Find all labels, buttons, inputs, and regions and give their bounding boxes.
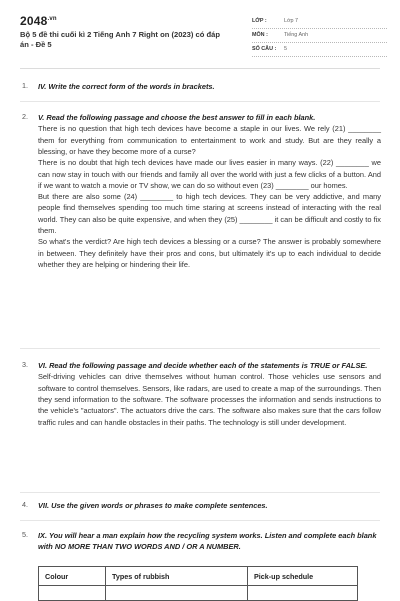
document-title: Bộ 5 đề thi cuối kì 2 Tiếng Anh 7 Right on (2023) có đáp án - Đề 5 xyxy=(20,30,220,49)
question-title: IX. You will hear a man explain how the recycling system works. Listen and complete each blank with NO MORE THAN TWO WORDS AND / OR A NUMBER. xyxy=(38,531,377,552)
meta-subject: MÔN : Tiếng Anh xyxy=(252,31,387,43)
table-header-colour: Colour xyxy=(39,567,106,586)
meta-class: LỚP : Lớp 7 xyxy=(252,17,387,29)
site-logo[interactable]: $2048^{.vn}$ xyxy=(20,14,57,28)
table-header-rubbish: Types of rubbish xyxy=(106,567,248,586)
document-page: $2048^{.vn}$ Bộ 5 đề thi cuối kì 2 Tiếng Anh 7 Right on (2023) có đáp án - Đề 5 LỚP : Lớp 7 MÔN : Tiếng Anh SỐ CÂU : 5 1. IV. Write the correct form of the words in brackets. 2. V. Read the following passage and choose the best answer to fill in each blank. There is no question that high tech devices have become a staple in our lives. We rely (21) ________ them for everything from communication to entertainment to work and study. But are they really a blessing, or have they become more of a curse? There is no doubt that high tech devices have made our lives easier in many ways. (22) ________ we can now stay in touch with our friends and family all over the world with just a few clicks of a button. And if we want to watch a movie or TV show, we can do so without even (23) ________ our homes. But there are also some (24) ________ to high tech devices. They can be very addictive, and many people find themselves spending too much time staring at screens instead of interacting with the real world. They can also be quite expensive, and when they (25) ________ it can be difficult and costly to fix them. So what's the verdict? Are high tech devices a blessing or a curse? The answer is probably somewhere in between. They definitely have their pros and cons, but ultimately it's up to each individual to decide whether they are helping or hindering their life. 3. VI. Read the following passage and decide whether each of the statements is TRUE or FALSE. Self-driving vehicles can drive themselves without human control. Those vehicles use sensors and software to control themselves. Sensors, like radars, are used to create a map of the surroundings. Then they send information to the software. The software processes the information and sends instructions to the vehicle's "actuators". The actuators drive the cars. The software also makes sure that the cars follow traffic rules and can handle obstacles in their paths. The technology is still under development. 4. VII. Use the given words or phrases to make complete sentences. 5. IX. You will hear a man explain how the recycling system works. Listen and complete each blank with NO MORE THAN TWO WORDS AND / OR A NUMBER. Colour Types of rubbish Pick-up schedule xyxy=(0,0,400,600)
passage-paragraph: Self-driving vehicles can drive themselves without human control. Those vehicles use sensors and software to control themselves. Sensors, like radars, are used to create a map of the surroundings. Then they send information to the software. The software processes the information and sends instructions to the vehicle's "actuators". The actuators drive the cars. The software also makes sure that the cars follow traffic rules and can handle obstacles in their paths. The technology is still under development. xyxy=(38,372,381,427)
passage-paragraph: There is no question that high tech devices have become a staple in our lives. We rely (21) ________ them for everything from communication to entertainment to work and study. But are they really a blessing, or have they become more of a curse? xyxy=(38,124,381,156)
question-title: V. Read the following passage and choose the best answer to fill in each blank. xyxy=(38,113,316,122)
table-row xyxy=(39,586,358,601)
question-title: VII. Use the given words or phrases to make complete sentences. xyxy=(38,501,268,510)
question-title: VI. Read the following passage and decide whether each of the statements is TRUE or FALSE. xyxy=(38,361,368,370)
passage-paragraph: There is no doubt that high tech devices have made our lives easier in many ways. (22) ________ we can now stay in touch with our friends and family all over the world with just a few clicks of a button. And if we want to watch a movie or TV show, we can do so without even (23) ________ our homes. xyxy=(38,158,381,190)
passage-paragraph: But there are also some (24) ________ to high tech devices. They can be very addictive, and many people find themselves spending too much time staring at screens instead of interacting with the real world. They can also be quite expensive, and when they (25) ________ it can be difficult and costly to fix them. xyxy=(38,192,381,236)
question-divider xyxy=(20,520,380,521)
passage-paragraph: So what's the verdict? Are high tech devices a blessing or a curse? The answer is probably somewhere in between. They definitely have their pros and cons, but ultimately it's up to each individual to decide whether they are helping or hindering their life. xyxy=(38,237,381,269)
question-divider xyxy=(20,492,380,493)
table-header-row xyxy=(39,567,358,586)
exam-meta xyxy=(252,17,387,59)
table-cell xyxy=(106,586,248,601)
header-divider xyxy=(20,68,380,69)
table-cell xyxy=(39,586,106,601)
table-cell xyxy=(248,586,358,601)
question-divider xyxy=(20,348,380,349)
recycling-table xyxy=(38,566,358,601)
question-divider xyxy=(20,101,380,102)
table-header-schedule: Pick-up schedule xyxy=(248,567,358,586)
question-title: IV. Write the correct form of the words in brackets. xyxy=(38,82,215,91)
page-header xyxy=(0,0,400,64)
meta-question-count: SỐ CÂU : 5 xyxy=(252,45,387,57)
